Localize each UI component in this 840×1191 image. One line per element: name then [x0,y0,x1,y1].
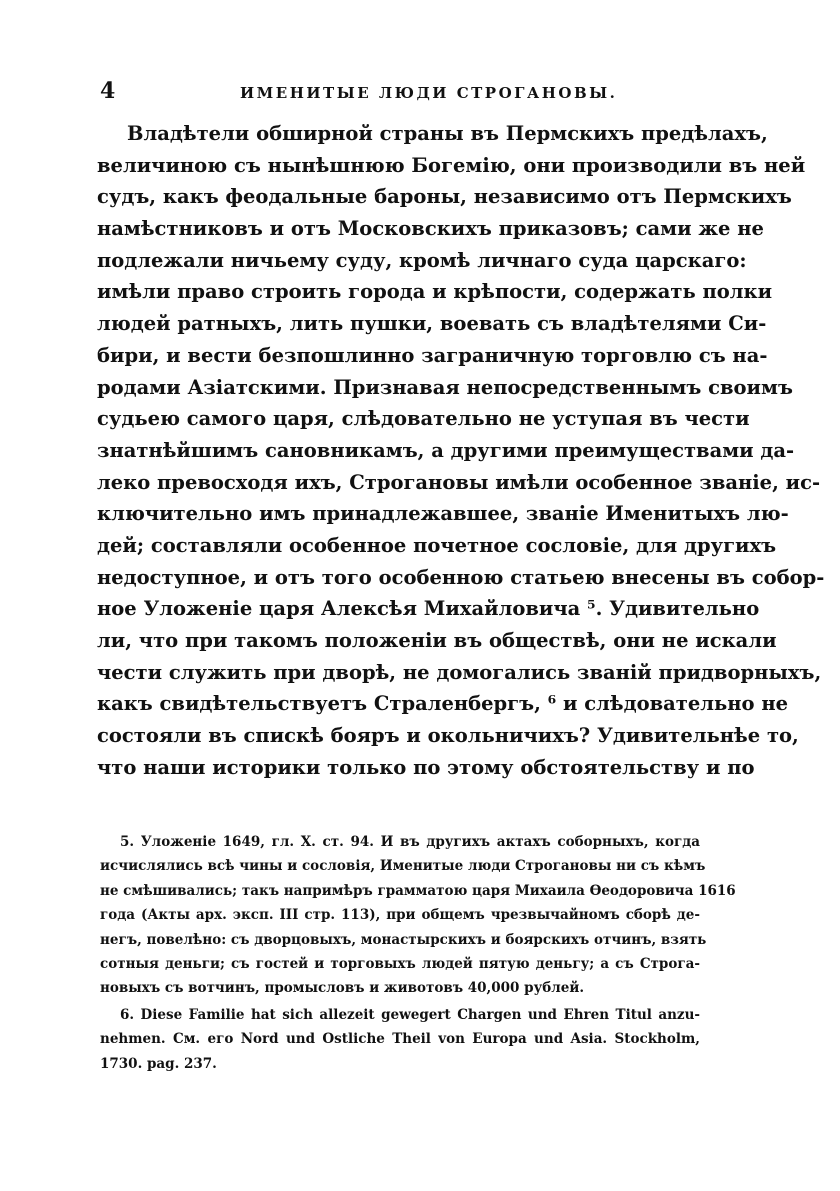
text-line: что наши историки только по этому обстоятельству и по [97,755,755,779]
text-line: знатнѣйшимъ сановникамъ, а другими преимуществами да- [97,438,795,462]
footnote-line: 6. Diese Familie hat sich allezeit gewegert Chargen und Ehren Titul anzu- [120,1006,700,1023]
text-line: людей ратныхъ, лить пушки, воевать съ владѣтелями Си- [97,312,767,336]
footnote-line: негъ, повелѣно: съ дворцовыхъ, монастырскихъ и боярскихъ отчинъ, взять [100,931,707,948]
text-line: Владѣтели обширной страны въ Пермскихъ предѣлахъ, [127,122,768,145]
text-line: судъ, какъ феодальные бароны, независимо отъ Пермскихъ [97,185,792,209]
text-line: подлежали ничьему суду, кромѣ личнаго суда царскаго: [97,248,747,272]
footnote-line: сотныя деньги; съ гостей и торговыхъ людей пятую деньгу; а съ Строга- [100,955,700,972]
footnote-line: 1730. pag. 237. [100,1055,217,1072]
footnote-line: не смѣшивались; такъ напримѣръ грамматою царя Михаила Ѳеодоровича 1616 [100,882,736,899]
text-line: величиною съ нынѣшнюю Богемію, они производили въ ней [97,153,806,177]
text-line: состояли въ спискѣ бояръ и окольничихъ? Удивительнѣе то, [97,724,799,748]
text-line: чести служить при дворѣ, не домогались званій придворныхъ, [97,660,822,684]
text-line: леко превосходя ихъ, Строгановы имѣли особенное званіе, ис- [97,470,821,494]
text-line: судьею самого царя, слѣдовательно не уступая въ чести [97,407,750,431]
footnote-line: 5. Уложеніе 1649, гл. X. ст. 94. И въ другихъ актахъ соборныхъ, когда [120,834,700,850]
text-line: дей; составляли особенное почетное сословіе, для другихъ [97,533,777,557]
footnote-line: новыхъ съ вотчинъ, промысловъ и животовъ 40,000 рублей. [100,980,585,997]
text-line: какъ свидѣтельствуетъ Страленбергъ, ⁶ и слѣдовательно не [97,692,788,716]
text-line: ключительно имъ принадлежавшее, званіе Именитыхъ лю- [97,502,789,526]
text-line: бири, и вести безпошлинно заграничную торговлю съ на- [97,343,768,367]
text-line: родами Азіатскими. Признавая непосредственнымъ своимъ [97,375,793,399]
running-title: ИМЕНИТЫЕ ЛЮДИ СТРОГАНОВЫ. [240,84,618,102]
footnote-line: исчислялись всѣ чины и сословія, Именитые люди Строгановы ни съ кѣмъ [100,858,706,875]
footnotes [100,830,736,1076]
footnote-line: nehmen. См. его Nord und Ostliche Theil von Europa und Asia. Stockholm, [100,1031,700,1048]
text-line: ли, что при такомъ положеніи въ обществѣ, они не искали [97,629,777,652]
text-line: намѣстниковъ и отъ Московскихъ приказовъ; сами же не [97,217,764,241]
text-line: недоступное, и отъ того особенною статьею внесены въ собор- [97,565,825,589]
page-number: 4 [100,78,116,104]
main-text [97,118,825,783]
text-line: имѣли право строить города и крѣпости, содержать полки [97,280,773,304]
footnote-line: года (Акты арх. эксп. III стр. 113), при общемъ чрезвычайномъ сборѣ де- [100,907,700,924]
text-line: ное Уложеніе царя Алексѣя Михайловича ⁵. Удивительно [97,597,760,621]
